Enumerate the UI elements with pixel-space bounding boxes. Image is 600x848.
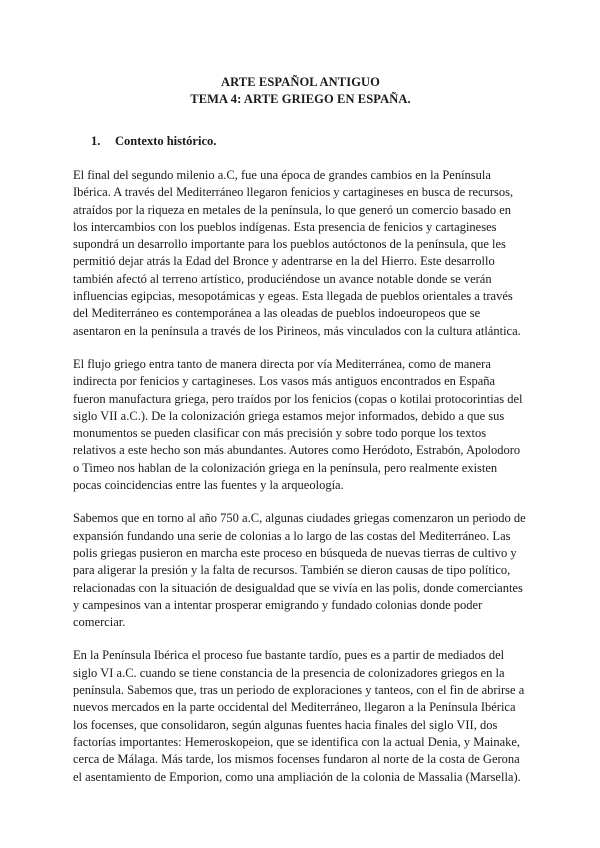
- section-heading: [91, 133, 528, 150]
- paragraph-3: Sabemos que en torno al año 750 a.C, algunas ciudades griegas comenzaron un periodo de expansión fundando una serie de colonias a lo largo de las costas del Mediterráneo. Las polis griegas pusieron en marcha este proceso en búsqueda de nuevas tierras de cultivo y para aligerar la presión y la falta de recursos. También se dieron causas de tipo político, relacionadas con la situación de desigualdad que se vivía en las polis, donde comerciantes y campesinos van a intentar prosperar emigrando y fundado colonias donde poder comerciar.: [73, 511, 526, 630]
- paragraph-1: El final del segundo milenio a.C, fue una época de grandes cambios en la Península Ibérica. A través del Mediterráneo llegaron fenicios y cartagineses en busca de recursos, atraídos por la riqueza en metales de la península, lo que generó un comercio basado en los intercambios con los pueblos indígenas. Esta presencia de fenicios y cartagineses supondrá un desarrollo importante para los pueblos autóctonos de la península, que les permitió dejar atrás la Edad del Bronce y adentrarse en la del Hierro. Este desarrollo también afectó al terreno artístico, produciéndose un avance notable donde se verán influencias egipcias, mesopotámicas y egeas. Esta llegada de pueblos orientales a través del Mediterráneo es contemporánea a las oleadas de pueblos indoeuropeos que se asentaron en la península a través de los Pirineos, más vinculados con la cultura atlántica.: [73, 168, 521, 338]
- paragraph-4: En la Península Ibérica el proceso fue bastante tardío, pues es a partir de mediados del siglo VI a.C. cuando se tiene constancia de la presencia de colonizadores griegos en la península. Sabemos que, tras un periodo de exploraciones y tanteos, con el fin de abrirse a nuevos mercados en la parte occidental del Mediterráneo, llegaron a la Península Ibérica los focenses, que consolidaron, según algunas fuentes hacia finales del siglo VII, dos factorías importantes: Hemeroskopeion, que se identifica con la actual Denia, y Mainake, cerca de Málaga. Más tarde, los mismos focenses fundaron al norte de la costa de Gerona el asentamiento de Emporion, como una ampliación de la colonia de Massalia (Marsella).: [73, 648, 525, 784]
- document-title-line-1: ARTE ESPAÑOL ANTIGUO: [220, 75, 380, 89]
- section-number: 1.: [91, 134, 101, 148]
- document-title-line-2: TEMA 4: ARTE GRIEGO EN ESPAÑA.: [190, 92, 411, 106]
- section-heading-text: Contexto histórico.: [115, 134, 217, 148]
- paragraph-2: El flujo griego entra tanto de manera directa por vía Mediterránea, como de manera indirecta por fenicios y cartagineses. Los vasos más antiguos encontrados en España fueron manufactura griega, pero traídos por los fenicios (copas o kotilai protocorintias del siglo VII a.C.). De la colonización griega estamos mejor informados, debido a que sus monumentos se pueden clasificar con más precisión y sobre todo porque los textos relativos a este hecho son más abundantes. Autores como Heródoto, Estrabón, Apolodoro o Timeo nos hablan de la colonización griega en la península, pero realmente existen pocas coincidencias entre las fuentes y la arqueología.: [73, 356, 523, 493]
